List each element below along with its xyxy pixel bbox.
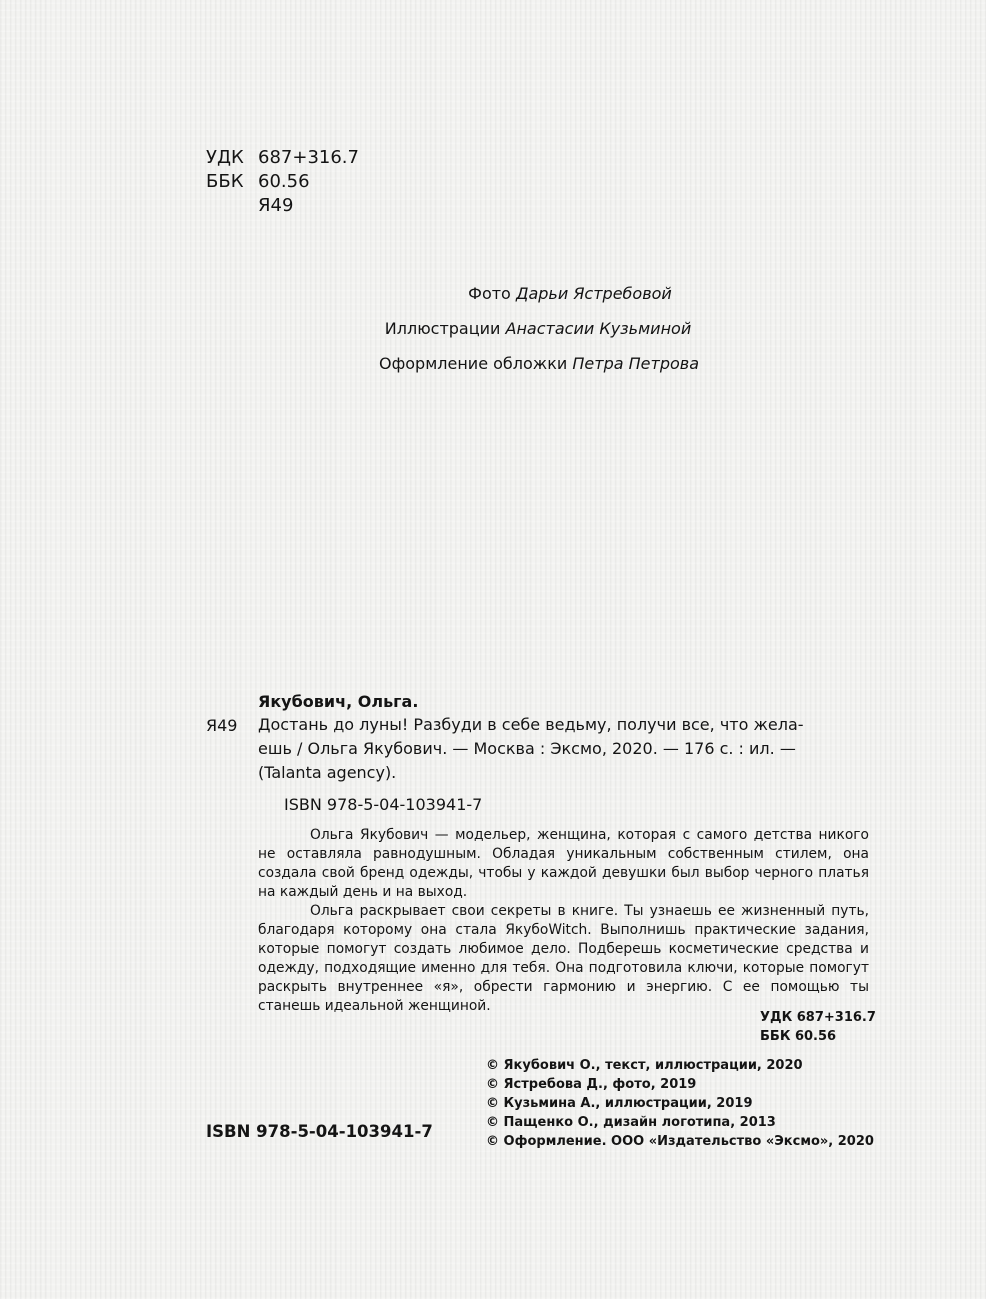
udk-value: 687+316.7	[258, 147, 359, 168]
udk-label: УДК	[206, 147, 244, 168]
annotation-paragraph-1: Ольга Якубович — модельер, женщина, которая с самого детства никого не оставляла равнодушным. Обладая уникальным собственным стилем, она создала свой бренд одежды, чтобы у каждой девушки был выбор черного платья на каждый день и на выход.	[258, 827, 869, 900]
classification-block	[206, 146, 359, 218]
isbn-bottom: ISBN 978-5-04-103941-7	[206, 1122, 433, 1141]
author-mark-line	[206, 194, 359, 218]
credit-photo-prefix: Фото	[468, 284, 516, 303]
entry-line-3: (Talanta agency).	[258, 763, 397, 782]
entry-line-2: ешь / Ольга Якубович. — Москва : Эксмо, 2020. — 176 с. : ил. —	[258, 739, 796, 758]
credit-photo-name: Дарьи Ястребовой	[515, 284, 672, 303]
entry-code: Я49	[206, 716, 238, 735]
annotation-paragraph-2: Ольга раскрывает свои секреты в книге. Ты узнаешь ее жизненный путь, благодаря которому она стала ЯкубоWitch. Выполнишь практические задания, которые помогут создать любимое дело. Подберешь косметические средства и одежду, подходящие именно для тебя. Она подготовила ключи, которые помогут раскрыть внутреннее «я», обрести гармонию и энергию. С ее помощью ты станешь идеальной женщиной.	[258, 903, 869, 1014]
udk-right: УДК 687+316.7	[760, 1010, 876, 1025]
credit-illustrations-prefix: Иллюстрации	[384, 319, 506, 338]
bbk-value: 60.56	[258, 171, 310, 192]
credit-cover-name: Петра Петрова	[572, 354, 699, 373]
credit-cover-prefix: Оформление обложки	[378, 354, 573, 373]
entry-author: Якубович, Ольга.	[258, 692, 419, 711]
copyright-block	[486, 1056, 874, 1151]
entry-line-1: Достань до луны! Разбуди в себе ведьму, получи все, что жела-	[258, 715, 804, 734]
credit-photo	[0, 284, 986, 303]
bbk-right: ББК 60.56	[760, 1029, 837, 1044]
credit-illustrations-name: Анастасии Кузьминой	[505, 319, 692, 338]
bbk-line	[206, 170, 359, 194]
copyright-line: © Ястребова Д., фото, 2019	[486, 1077, 697, 1092]
annotation	[258, 826, 869, 1016]
copyright-line: © Пащенко О., дизайн логотипа, 2013	[486, 1115, 776, 1130]
credit-cover	[0, 354, 986, 373]
copyright-line: © Кузьмина А., иллюстрации, 2019	[486, 1096, 753, 1111]
copyright-line: © Якубович О., текст, иллюстрации, 2020	[486, 1058, 803, 1073]
entry-description	[258, 713, 849, 785]
udk-line	[206, 146, 359, 170]
codes-right	[760, 1008, 876, 1046]
author-mark: Я49	[258, 195, 294, 216]
credit-illustrations	[0, 319, 986, 338]
entry-isbn: ISBN 978-5-04-103941-7	[284, 795, 483, 814]
copyright-line: © Оформление. ООО «Издательство «Эксмо», 2020	[486, 1134, 874, 1149]
bbk-label: ББК	[206, 171, 244, 192]
